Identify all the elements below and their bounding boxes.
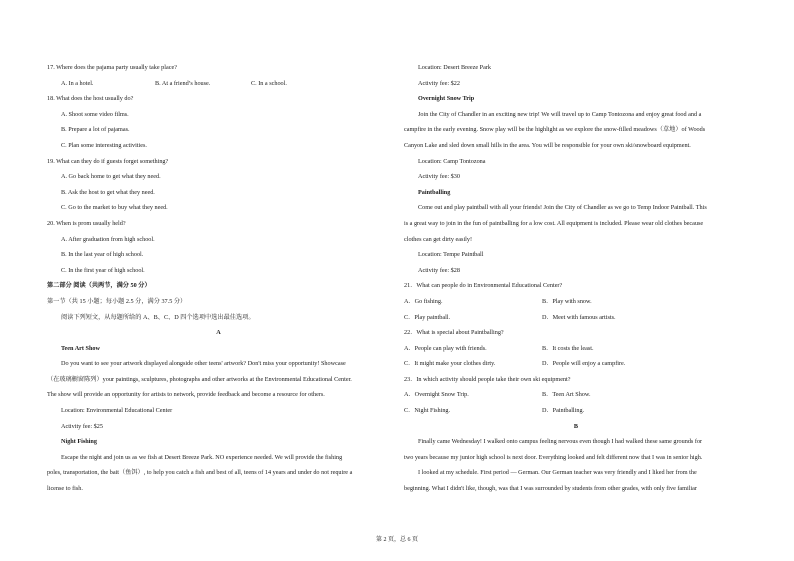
question-21-options-row1 (404, 294, 748, 310)
fishing-fee: Activity fee: $22 (418, 79, 460, 87)
section-one-heading: 第一节（共 15 小题；每小题 2.5 分，满分 37.5 分） (47, 297, 187, 305)
teen-art-location: Location: Environmental Educational Center (61, 407, 173, 415)
paragraph-line: Finally came Wednesday! I walked onto campus feeling nervous even though I had walked these same grounds for (418, 438, 703, 446)
question-17-options (47, 76, 390, 92)
question-18: 18. What does the host usually do? (47, 95, 134, 103)
paragraph-line: Come out and play paintball with all your friends! Join the City of Chandler as we go to Temp Indoor Paintball. This (418, 204, 707, 212)
teen-art-fee: Activity fee: $25 (61, 422, 103, 430)
option-d: D．People will enjoy a campfire. (542, 360, 626, 368)
option-a: A. Go back home to get what they need. (61, 173, 161, 181)
option-b: B．It costs the least. (542, 344, 594, 352)
question-23: 23．In which activity should people take their own ski equipment? (404, 375, 571, 383)
paragraph-line: Join the City of Chandler in an exciting new trip! We will travel up to Camp Tontozona and enjoy great food and a (418, 110, 702, 118)
option-a: A．People can play with friends. (404, 344, 487, 352)
option-b: B. In the last year of high school. (61, 251, 144, 259)
option-d: D．Paintballing. (542, 407, 585, 415)
paragraph-line: Escape the night and join us as we fish at Desert Breeze Park. NO experience needed. We will provide the fishing (61, 453, 343, 461)
reading-instruction: 阅读下列短文，从每题所给的 A、B、C、D 四个选项中选出最佳选项。 (61, 313, 255, 321)
question-22: 22．What is special about Paintballing? (404, 329, 504, 337)
paragraph-line: （在玻璃橱窗陈列）your paintings, sculptures, photographs and other artworks at the Environmental Educational Center. (47, 375, 352, 383)
option-b: B．Teen Art Show. (542, 391, 591, 399)
option-c: C．Night Fishing. (404, 407, 451, 415)
option-c: C. In the first year of high school. (61, 266, 145, 274)
option-b: B．Play with snow. (542, 297, 592, 305)
part-two-heading: 第二部分 阅读（共两节，满分 50 分） (47, 282, 151, 290)
paragraph-line: two years because my junior high school is next door. Everything looked and felt different now that I was in senior high. (404, 453, 703, 461)
paintballing-fee: Activity fee: $28 (418, 266, 460, 274)
option-c: C. Plan some interesting activities. (61, 141, 147, 149)
paragraph-line: license to fish. (47, 485, 83, 493)
option-a: A．Go fishing. (404, 297, 443, 305)
paintballing-location: Location: Tempe Paintball (418, 251, 484, 259)
snow-trip-fee: Activity fee: $30 (418, 173, 460, 181)
question-23-options-row2 (404, 403, 748, 419)
option-c: C. In a school. (251, 79, 287, 87)
page-number-footer: 第 2 页，总 6 页 (375, 537, 418, 543)
right-column (404, 60, 748, 497)
paragraph-line: poles, transportation, the bait（鱼饵）, to help you catch a fish and best of all, teens of 14 years and under do not require a (47, 469, 353, 477)
paragraph-line: I looked at my schedule. First period — German. Our German teacher was very friendly and I liked her from the (418, 469, 697, 477)
paragraph-line: The show will provide an opportunity for artists to network, provide feedback and become a resource for others. (47, 391, 325, 399)
passage-letter-a: A (216, 329, 221, 337)
option-b: B. At a friend’s house. (155, 79, 211, 87)
question-22-options-row2 (404, 356, 748, 372)
option-c: C．Play paintball. (404, 313, 451, 321)
option-d: D．Meet with famous artists. (542, 313, 616, 321)
paintballing-title: Paintballing (418, 188, 451, 196)
snow-trip-location: Location: Camp Tontozona (418, 157, 486, 165)
option-a: A．Overnight Snow Trip. (404, 391, 469, 399)
paragraph-line: Do you want to see your artwork displayed alongside other teens' artwork? Don't miss your opportunity! Showcase (61, 360, 346, 368)
paragraph-line: beginning. What I didn't like, though, was that I was surrounded by students from other grades, with only five familiar (404, 485, 697, 493)
left-column (47, 60, 390, 497)
option-c: C. Go to the market to buy what they need. (61, 204, 168, 212)
option-a: A. In a hotel. (61, 79, 94, 87)
question-22-options-row1 (404, 341, 748, 357)
question-17: 17. Where does the pajama party usually take place? (47, 64, 177, 71)
snow-trip-title: Overnight Snow Trip (418, 95, 475, 103)
question-21: 21．What can people do in Environmental Educational Center? (404, 282, 563, 290)
option-a: A. After graduation from high school. (61, 235, 155, 243)
option-a: A. Shoot some video films. (61, 110, 129, 118)
paragraph-line: Canyon Lake and sled down small hills in the area. You will be responsible for your own ski/snowboard equipment. (404, 141, 691, 149)
question-21-options-row2 (404, 310, 748, 326)
option-c: C．It might make your clothes dirty. (404, 360, 496, 368)
passage-letter-b: B (573, 422, 579, 430)
night-fishing-title: Night Fishing (61, 438, 97, 446)
paragraph-line: is a great way to join in the fun of paintballing for a low cost. All equipment is included. Please wear old clothes because (404, 219, 704, 227)
paragraph-line: campfire in the early evening. Snow play will be the highlight as we explore the snow-filled meadows（草地）of Woods (404, 126, 706, 134)
question-23-options-row1 (404, 387, 748, 403)
paragraph-line: clothes can get dirty easily! (404, 235, 473, 243)
teen-art-show-title: Teen Art Show (61, 344, 100, 352)
fishing-location: Location: Desert Breeze Park (418, 64, 492, 71)
question-19: 19. What can they do if guests forget something? (47, 157, 169, 165)
question-20: 20. When is prom usually held? (47, 219, 126, 227)
option-b: B. Ask the host to get what they need. (61, 188, 155, 196)
option-b: B. Prepare a lot of pajamas. (61, 126, 130, 134)
